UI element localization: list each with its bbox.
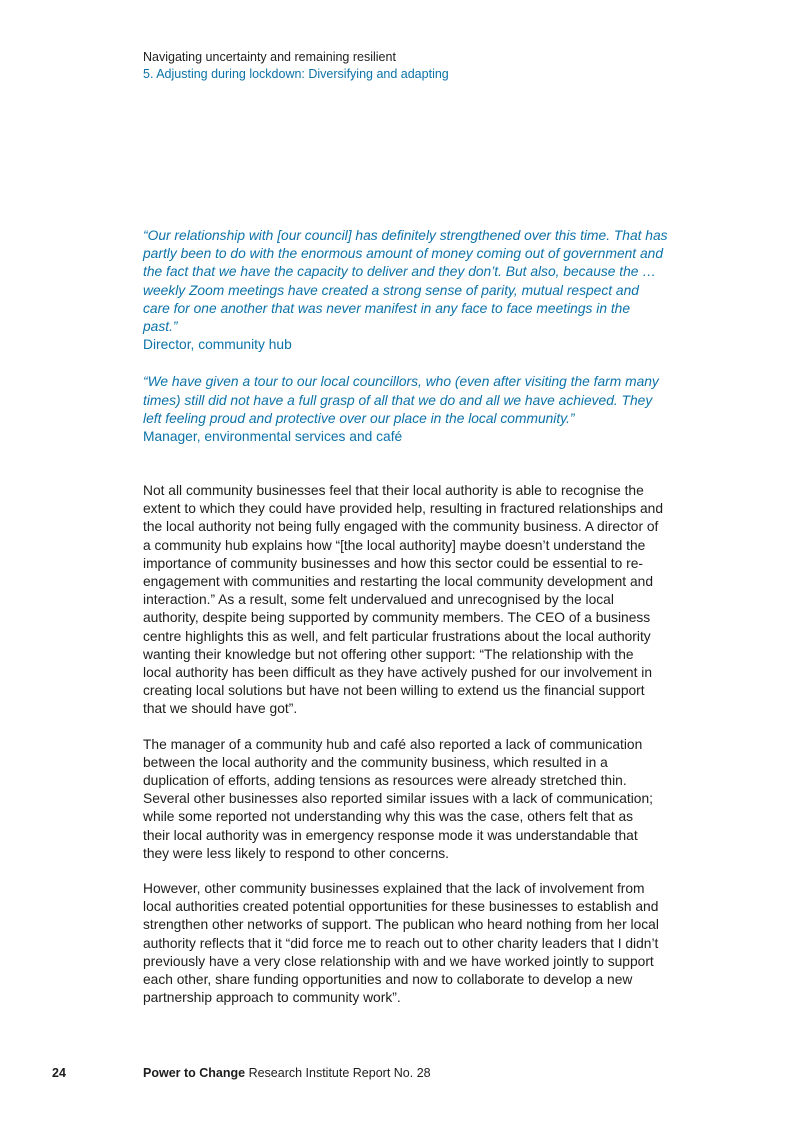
report-name: Research Institute Report No. 28 [245, 1066, 431, 1080]
quotes-section [143, 227, 668, 465]
quote-block [143, 373, 668, 446]
body-paragraph: Not all community businesses feel that their local authority is able to recognise the extent to which they could have provided help, resulting in fractured relationships and the local authority not being fully engaged with the community business. A director of a community hub explains how “[the local authority] maybe doesn’t understand the importance of community businesses and how this sector could be essential to re-engagement with communities and restarting the local community development and interaction.” As a result, some felt undervalued and unrecognised by the local authority, despite being supported by community members. The CEO of a business centre highlights this as well, and felt particular frustrations about the local authority wanting their knowledge but not offering other support: “The relationship with the local authority has been difficult as they have actively pushed for our involvement in creating local solutions but have not been willing to extend us the financial support that we should have got”. [143, 483, 663, 717]
chapter-title: 5. Adjusting during lockdown: Diversifying and adapting [143, 67, 449, 81]
page-number: 24 [52, 1066, 66, 1080]
quote-attribution: Manager, environmental services and café [143, 429, 403, 445]
quote-text: “Our relationship with [our council] has definitely strengthened over this time. That has partly been to do with the enormous amount of money coming out of government and the fact that we have the capacity to deliver and they don’t. But also, because the … weekly Zoom meetings have created a strong sense of parity, mutual respect and care for one another that was never manifest in any face to face meetings in the past.” [143, 228, 668, 335]
quote-block [143, 227, 668, 354]
page-header [143, 49, 449, 83]
body-paragraph: However, other community businesses explained that the lack of involvement from local authorities created potential opportunities for these businesses to establish and strengthen other networks of support. The publican who heard nothing from her local authority reflects that it “did force me to reach out to other charity leaders that I didn’t previously have a very close relationship with and we have worked jointly to support each other, share funding opportunities and now to collaborate to develop a new partnership approach to community work”. [143, 881, 659, 1006]
quote-attribution: Director, community hub [143, 337, 292, 353]
body-text [143, 482, 663, 1024]
report-title [143, 1066, 431, 1080]
quote-text: “We have given a tour to our local councillors, who (even after visiting the farm many times) still did not have a full grasp of all that we do and all we have achieved. They left feeling proud and protective over our place in the local community.” [143, 374, 659, 426]
brand-name: Power to Change [143, 1066, 246, 1080]
body-paragraph: The manager of a community hub and café also reported a lack of communication between the local authority and the community business, which resulted in a duplication of efforts, adding tensions as resources were already stretched thin. Several other businesses also reported similar issues with a lack of communication; while some reported not understanding why this was the case, others felt that as their local authority was in emergency response mode it was understandable that they were less likely to respond to other concerns. [143, 736, 653, 861]
document-title: Navigating uncertainty and remaining resilient [143, 50, 396, 64]
